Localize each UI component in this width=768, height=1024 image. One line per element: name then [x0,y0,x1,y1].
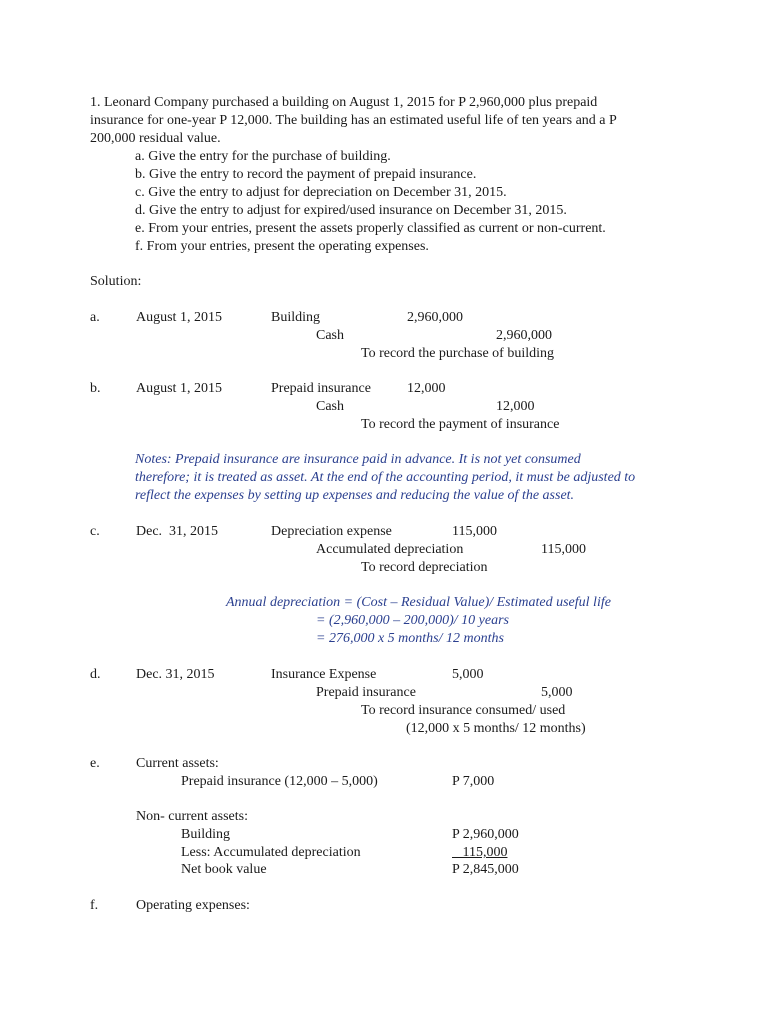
entry-b-letter: b. [90,381,101,396]
notes-line-3: reflect the expenses by setting up expenses and reducing the value of the asset. [135,488,575,503]
entry-b-memo: To record the payment of insurance [361,417,560,432]
entry-a-debit-amount: 2,960,000 [407,310,463,325]
entry-c-debit-amount: 115,000 [452,524,497,539]
entry-b-credit-amount: 12,000 [496,399,535,414]
entry-a-debit-account: Building [271,310,321,325]
entry-c-credit-amount: 115,000 [541,542,586,557]
entry-b-credit-account: Cash [316,399,344,414]
entry-d-memo-calc: (12,000 x 5 months/ 12 months) [406,721,586,736]
entry-c-date: Dec. 31, 2015 [136,524,219,539]
entry-d-debit-account: Insurance Expense [271,667,377,682]
problem-intro-line-1: 1. Leonard Company purchased a building on August 1, 2015 for P 2,960,000 plus prepaid [90,95,598,110]
entry-c-memo: To record depreciation [361,560,488,575]
entry-c-debit-account: Depreciation expense [271,524,392,539]
accumulated-depreciation-label: Less: Accumulated depreciation [181,845,361,860]
entry-d-credit-amount: 5,000 [541,685,573,700]
depreciation-formula: Annual depreciation = (Cost – Residual Value)/ Estimated useful life [226,595,611,610]
current-assets-heading: Current assets: [136,756,219,771]
depreciation-step-1: = (2,960,000 – 200,000)/ 10 years [316,613,509,628]
prepaid-insurance-amount: P 7,000 [452,774,495,789]
entry-b-debit-account: Prepaid insurance [271,381,371,396]
prepaid-insurance-label: Prepaid insurance (12,000 – 5,000) [181,774,378,789]
task-c: c. Give the entry to adjust for depreciation on December 31, 2015. [135,185,507,200]
part-f-letter: f. [90,898,99,913]
entry-d-debit-amount: 5,000 [452,667,484,682]
entry-d-credit-account: Prepaid insurance [316,685,416,700]
entry-b-debit-amount: 12,000 [407,381,446,396]
solution-heading: Solution: [90,274,142,289]
notes-line-1: Notes: Prepaid insurance are insurance paid in advance. It is not yet consumed [135,452,581,467]
task-a: a. Give the entry for the purchase of building. [135,149,391,164]
operating-expenses-heading: Operating expenses: [136,898,250,913]
net-book-value-amount: P 2,845,000 [452,862,519,877]
entry-a-credit-account: Cash [316,328,344,343]
task-b: b. Give the entry to record the payment of prepaid insurance. [135,167,477,182]
entry-d-letter: d. [90,667,101,682]
entry-d-date: Dec. 31, 2015 [136,667,215,682]
task-f: f. From your entries, present the operating expenses. [135,239,429,254]
task-e: e. From your entries, present the assets properly classified as current or non-current. [135,221,606,236]
accumulated-depreciation-amount: 115,000 [462,845,508,860]
problem-intro-line-2: insurance for one-year P 12,000. The building has an estimated useful life of ten years and a P [90,113,617,128]
entry-a-date: August 1, 2015 [136,310,222,325]
noncurrent-assets-heading: Non- current assets: [136,809,248,824]
entry-a-letter: a. [90,310,100,325]
building-amount: P 2,960,000 [452,827,519,842]
notes-line-2: therefore; it is treated as asset. At the end of the accounting period, it must be adjusted to [135,470,636,485]
task-d: d. Give the entry to adjust for expired/used insurance on December 31, 2015. [135,203,567,218]
depreciation-step-2: = 276,000 x 5 months/ 12 months [316,631,504,646]
entry-c-letter: c. [90,524,100,539]
entry-a-credit-amount: 2,960,000 [496,328,552,343]
problem-intro-line-3: 200,000 residual value. [90,131,221,146]
part-e-letter: e. [90,756,100,771]
entry-b-date: August 1, 2015 [136,381,222,396]
entry-d-memo: To record insurance consumed/ used [361,703,566,718]
net-book-value-label: Net book value [181,862,267,877]
building-label: Building [181,827,231,842]
entry-a-memo: To record the purchase of building [361,346,555,361]
entry-c-credit-account: Accumulated depreciation [316,542,464,557]
